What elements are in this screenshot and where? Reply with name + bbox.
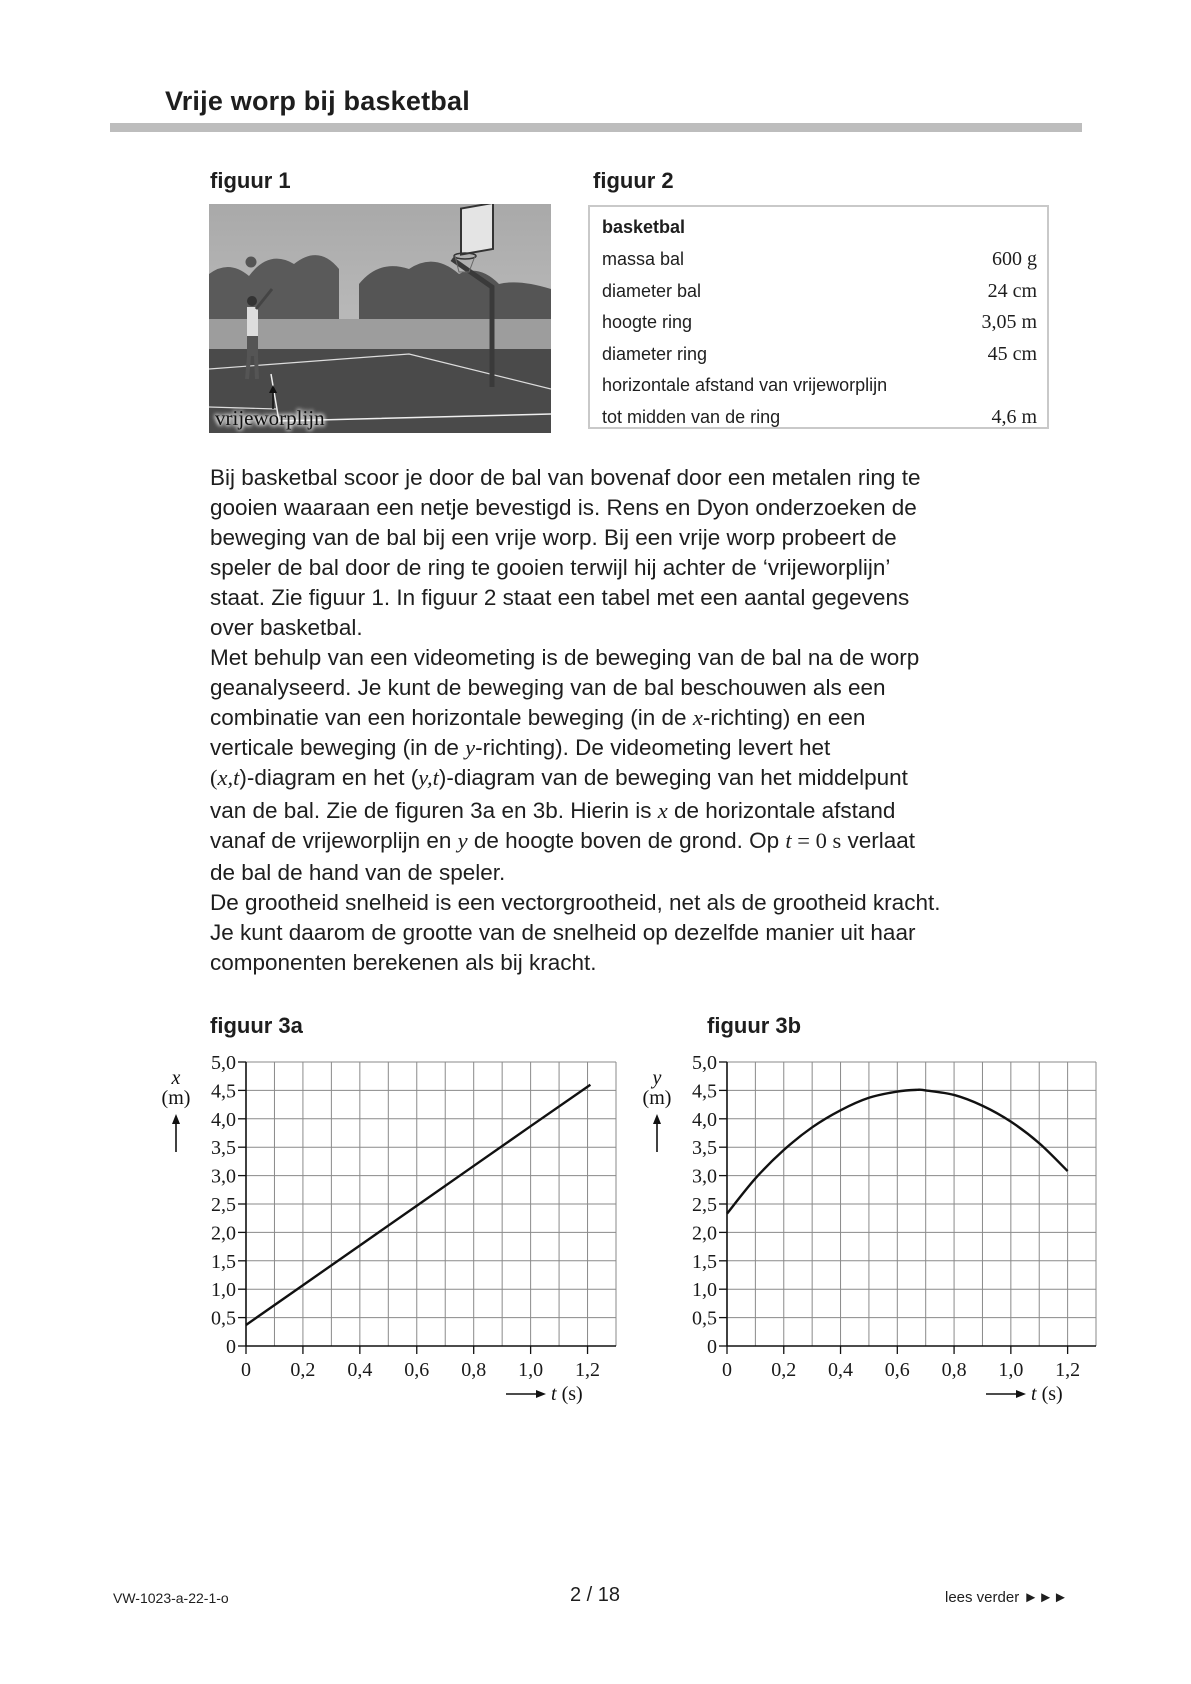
y-tick-label: 2,0 [211,1222,236,1245]
y-axis-unit: (m) [161,1087,191,1109]
y-tick-label: 1,5 [211,1250,236,1273]
text-run: van de bal. Zie de figuren 3a en 3b. Hierin is [210,797,658,823]
row-value: 24 cm [987,279,1037,302]
text-line: Bij basketbal scoor je door de bal van bovenaf door een metalen ring te [210,465,921,490]
text-line: over basketbal. [210,615,363,640]
y-tick-label: 2,5 [211,1194,236,1216]
text-run: combinatie van een horizontale beweging (in de [210,705,693,730]
math-variable: y [457,827,468,853]
row-value: 600 g [992,248,1037,270]
text-run: ( [210,765,218,790]
table-row [602,404,1037,436]
text-line: Met behulp van een videometing is de beweging van de bal na de worp [210,645,920,670]
y-tick-label: 3,5 [692,1137,717,1160]
x-tick-label: 0 [722,1359,732,1381]
x-tick-label: 1,2 [575,1359,601,1381]
text-run: verlaat [841,827,916,853]
row-name: diameter bal [602,280,702,301]
text-line: speler de bal door de ring te gooien terwijl hij achter de ‘vrijeworplijn’ [210,555,891,580]
y-tick-label: 4,5 [692,1080,717,1103]
y-tick-label: 4,0 [211,1108,236,1131]
y-tick-label: 0,5 [692,1307,717,1330]
text-line: componenten berekenen als bij kracht. [210,950,597,975]
title-divider [110,123,1082,132]
y-axis-unit: (m) [642,1087,672,1109]
y-tick-label: 4,0 [692,1108,717,1131]
x-tick-label: 0,2 [771,1359,797,1381]
y-tick-label: 3,5 [211,1137,236,1160]
x-tick-label: 0,6 [404,1359,430,1381]
text-line: gooien waaraan een netje bevestigd is. Rens en Dyon onderzoeken de [210,495,917,520]
y-tick-label: 2,5 [692,1194,717,1216]
table-heading: basketbal [602,217,686,237]
row-value: 3,05 m [981,311,1037,333]
row-name: massa bal [602,249,685,269]
y-tick-label: 1,0 [211,1279,236,1302]
x-tick-label: 0,8 [941,1359,967,1381]
text-line: geanalyseerd. Je kunt de beweging van de bal beschouwen als een [210,675,886,700]
table-row [602,309,1037,341]
math-variable: y [465,735,476,760]
x-tick-label: 0,4 [828,1359,854,1381]
math-variable: x [657,797,668,823]
text-run: de hoogte boven de grond. Op [467,827,786,853]
row-value: 4,6 m [991,405,1037,428]
table-row [602,278,1037,310]
chart-x-vs-t [150,1040,630,1430]
x-axis-label: t (s) [551,1383,583,1405]
y-tick-label: 3,0 [692,1165,717,1188]
x-tick-label: 0,4 [347,1359,373,1381]
text-run: )-diagram van de beweging van het middelpunt [438,765,908,790]
math-variable: t [785,827,792,853]
basketball-photo [209,204,551,433]
text-line: beweging van de bal bij een vrije worp. Bij een vrije worp probeert de [210,525,897,550]
figure1-label: figuur 1 [210,168,291,193]
text-line: staat. Zie figuur 1. In figuur 2 staat een tabel met een aantal gegevens [210,585,910,610]
y-tick-label: 1,5 [692,1250,717,1273]
y-tick-label: 1,0 [692,1279,717,1302]
chart-y-vs-t [630,1040,1110,1430]
basketball-photo-image [209,204,551,433]
y-tick-label: 0 [707,1336,717,1358]
x-tick-label: 1,0 [518,1359,544,1381]
text-line [210,763,1090,796]
math-variable: x,t [217,765,240,790]
x-tick-label: 0 [241,1359,251,1381]
exam-code: VW-1023-a-22-1-o [113,1590,229,1606]
text-line: de bal de hand van de speler. [210,860,506,885]
x-tick-label: 1,2 [1055,1359,1081,1381]
y-tick-label: 4,5 [211,1080,236,1103]
y-tick-label: 5,0 [692,1052,717,1074]
table-row [602,246,1037,278]
text-run: vanaf de vrijeworplijn en [210,827,458,853]
text-run: verticale beweging (in de [210,735,466,760]
body-text [210,463,1090,978]
figure3a-label: figuur 3a [210,1013,303,1038]
text-line [210,826,1090,859]
text-run: -richting) en een [702,705,866,730]
row-name: diameter ring [602,343,708,364]
row-name: tot midden van de ring [602,406,781,427]
y-axis-variable: x [171,1067,181,1089]
text-line: Je kunt daarom de grootte van de snelheid op dezelfde manier uit haar [210,920,916,945]
x-tick-label: 0,6 [884,1359,910,1381]
text-run: de horizontale afstand [667,797,896,823]
x-tick-label: 0,2 [290,1359,316,1381]
text-run: )-diagram en het ( [239,765,419,790]
x-tick-label: 1,0 [998,1359,1024,1381]
next-page-hint: lees verder ►►► [945,1589,1068,1606]
page-title: Vrije worp bij basketbal [165,86,470,116]
table-row [602,372,1037,404]
text-line [210,703,1090,733]
grid [727,1062,1096,1346]
y-tick-label: 5,0 [211,1052,236,1074]
math-variable: x [692,705,703,730]
figure2-label: figuur 2 [593,168,674,193]
page-number: 2 / 18 [570,1584,621,1606]
basketball-data-table [588,205,1049,429]
row-name: horizontale afstand van vrijeworplijn [602,375,888,395]
text-line: De grootheid snelheid is een vectorgrootheid, net als de grootheid kracht. [210,890,941,915]
x-tick-label: 0,8 [461,1359,487,1381]
math-variable: y,t [418,765,439,790]
y-axis-variable: y [652,1067,662,1089]
figure3b-label: figuur 3b [707,1013,802,1038]
row-name: hoogte ring [602,312,693,332]
text-line [210,733,1090,763]
free-throw-line-caption: vrijeworplijn [215,406,325,430]
y-tick-label: 0,5 [211,1307,236,1330]
row-value: 45 cm [987,342,1037,365]
math-expression: = 0 s [791,827,842,853]
y-tick-label: 0 [226,1336,236,1358]
x-axis-label: t (s) [1031,1383,1063,1405]
text-run: -richting). De videometing levert het [475,735,831,760]
text-line [210,796,1090,826]
y-tick-label: 2,0 [692,1222,717,1245]
y-tick-label: 3,0 [211,1165,236,1188]
table-row [602,341,1037,373]
